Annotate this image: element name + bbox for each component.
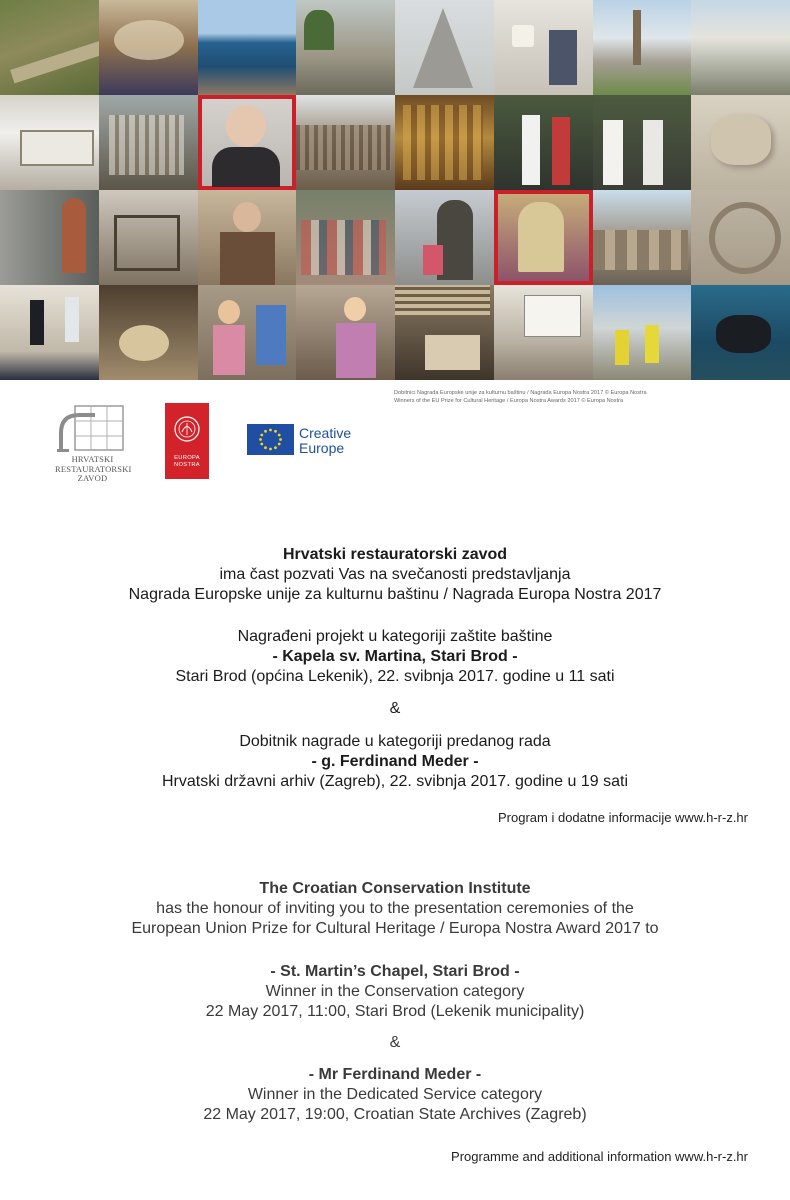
photo-mosaic (0, 0, 790, 380)
photo-tile (593, 95, 692, 190)
photo-credit-line-en: Winners of the EU Prize for Cultural Heritage / Europa Nostra Awards 2017 © Europa Nostra (394, 398, 624, 404)
photo-tile (691, 95, 790, 190)
invitation-hr (0, 545, 790, 605)
photo-tile (691, 285, 790, 380)
photo-tile (198, 95, 297, 190)
creative-europe-line1: Creative (299, 425, 352, 441)
eu-flag-icon (247, 424, 294, 455)
photo-credit-line-hr: Dobitnici Nagrada Europske unije za kulturnu baštinu / Nagrada Europa Nostra 2017 © Europa Nostra (394, 390, 647, 396)
hrz-logo-line3: ZAVOD (77, 473, 108, 483)
award1-cat-en: Winner in the Conservation category (265, 983, 525, 1000)
europa-nostra-line1: EUROPA (174, 455, 200, 461)
photo-tile (296, 95, 395, 190)
photo-tile (296, 0, 395, 95)
europa-nostra-text (165, 455, 209, 469)
creative-europe-line2: Europe (299, 440, 345, 456)
photo-tile (99, 285, 198, 380)
award2-name-en: - Mr Ferdinand Meder - (308, 1066, 482, 1083)
award2-en (0, 1065, 790, 1125)
photo-tile (0, 0, 99, 95)
award1-intro-hr: Nagrađeni projekt u kategoriji zaštite baštine (237, 628, 553, 645)
photo-tile (494, 285, 593, 380)
europa-nostra-emblem-icon (165, 403, 209, 453)
photo-tile (395, 0, 494, 95)
hrz-logo-text (55, 455, 130, 484)
photo-tile (494, 95, 593, 190)
award1-name-hr: - Kapela sv. Martina, Stari Brod - (272, 648, 518, 665)
hrz-logo (55, 403, 130, 483)
photo-tile (0, 285, 99, 380)
creative-europe-text (299, 426, 351, 456)
prize-name-en: European Union Prize for Cultural Heritage / Europa Nostra Award 2017 to (131, 920, 659, 937)
hrz-emblem-icon (55, 403, 130, 455)
org-name-en: The Croatian Conservation Institute (259, 880, 531, 897)
photo-tile (296, 285, 395, 380)
hrz-logo-line1: HRVATSKI (71, 454, 114, 464)
award1-hr (0, 627, 790, 687)
europa-nostra-line2: NOSTRA (174, 462, 200, 468)
award2-when-en: 22 May 2017, 19:00, Croatian State Archives (Zagreb) (203, 1106, 587, 1123)
photo-tile (99, 0, 198, 95)
info-link-hr[interactable]: Program i dodatne informacije www.h-r-z.hr (498, 810, 748, 825)
invite-text-en: has the honour of inviting you to the presentation ceremonies of the (156, 900, 634, 917)
photo-tile (494, 190, 593, 285)
photo-tile (593, 190, 692, 285)
award1-when-en: 22 May 2017, 11:00, Stari Brod (Lekenik municipality) (205, 1003, 585, 1020)
photo-tile (691, 0, 790, 95)
photo-tile (99, 190, 198, 285)
prize-name-hr: Nagrada Europske unije za kulturnu baštinu / Nagrada Europa Nostra 2017 (128, 586, 662, 603)
award1-en (0, 962, 790, 1022)
photo-tile (0, 95, 99, 190)
hrz-logo-line2: RESTAURATORSKI (55, 463, 132, 474)
award1-when-hr: Stari Brod (općina Lekenik), 22. svibnja 2017. godine u 11 sati (175, 668, 615, 685)
europa-nostra-logo (165, 403, 209, 479)
info-link-en[interactable]: Programme and additional information www.h-r-z.hr (451, 1149, 748, 1164)
photo-tile (593, 0, 692, 95)
photo-tile (395, 95, 494, 190)
photo-tile (395, 190, 494, 285)
logo-row (0, 400, 790, 482)
award2-hr (0, 732, 790, 792)
photo-tile (99, 95, 198, 190)
ampersand-en (0, 1033, 790, 1053)
photo-tile (691, 190, 790, 285)
photo-tile (198, 0, 297, 95)
org-name-hr: Hrvatski restauratorski zavod (282, 546, 508, 563)
photo-tile (296, 190, 395, 285)
photo-tile (0, 190, 99, 285)
photo-tile (198, 285, 297, 380)
photo-tile (593, 285, 692, 380)
photo-tile (198, 190, 297, 285)
creative-europe-logo (247, 422, 367, 456)
ampersand: & (389, 700, 401, 717)
invite-text-hr: ima čast pozvati Vas na svečanosti predstavljanja (219, 566, 571, 583)
award2-when-hr: Hrvatski državni arhiv (Zagreb), 22. svibnja 2017. godine u 19 sati (161, 773, 628, 790)
ampersand-hr (0, 699, 790, 719)
photo-tile (494, 0, 593, 95)
award2-cat-en: Winner in the Dedicated Service category (247, 1086, 543, 1103)
award2-intro-hr: Dobitnik nagrade u kategoriji predanog rada (239, 733, 551, 750)
invitation-en (0, 879, 790, 939)
photo-tile (395, 285, 494, 380)
award2-name-hr: - g. Ferdinand Meder - (311, 753, 479, 770)
award1-name-en: - St. Martin’s Chapel, Stari Brod - (270, 963, 520, 980)
ampersand: & (389, 1034, 401, 1051)
